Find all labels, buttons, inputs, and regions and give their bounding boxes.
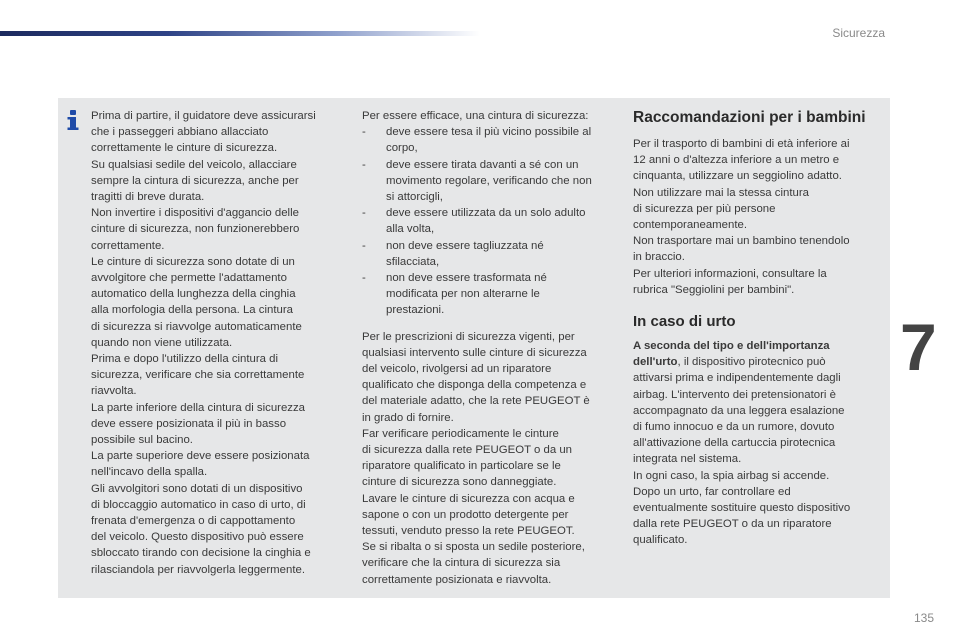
line: qualsiasi intervento sulle cinture di sicurezza xyxy=(362,346,587,359)
line: 12 anni o d'altezza inferiore a un metro e xyxy=(633,154,840,167)
line: avvolgitore che permette l'adattamento xyxy=(91,272,287,285)
line: Lavare le cinture di sicurezza con acqua e xyxy=(362,492,575,505)
line: Su qualsiasi sedile del veicolo, allacciare xyxy=(91,158,297,171)
line: Per le prescrizioni di sicurezza vigenti, per xyxy=(362,330,575,343)
line: di sicurezza si riavvolge automaticamente xyxy=(91,320,302,333)
line: quando non viene utilizzata. xyxy=(91,336,233,349)
info-icon xyxy=(66,109,80,131)
line: eventualmente sostituire questo dispositivo xyxy=(633,502,851,515)
line: Far verificare periodicamente le cinture xyxy=(362,427,559,440)
line: cinture di sicurezza sono danneggiate. xyxy=(362,476,557,489)
line: di sicurezza per più persone xyxy=(633,202,776,215)
page-number: 135 xyxy=(913,611,934,625)
line: nell'incavo della spalla. xyxy=(91,466,208,479)
line: all'attivazione della cartuccia pirotecnica xyxy=(633,437,836,450)
header-accent-bar xyxy=(0,31,480,36)
line: rubrica "Seggiolini per bambini". xyxy=(633,283,795,296)
line: deve essere posizionata il più in basso xyxy=(91,417,287,430)
line: possibile sul bacino. xyxy=(91,434,193,447)
column-3-text xyxy=(633,108,883,549)
line: attivarsi prima e indipendentemente dagli xyxy=(633,372,841,385)
line: sicurezza, verificare che sia correttamente xyxy=(91,369,305,382)
line: sapone o con un prodotto detergente per xyxy=(362,508,569,521)
line: riavvolta. xyxy=(91,385,137,398)
line: Per il trasporto di bambini di età inferiore ai xyxy=(633,138,850,150)
line: Prima e dopo l'utilizzo della cintura di xyxy=(91,353,279,366)
line: sbloccato tirando con decisione la cinghia e xyxy=(91,547,311,560)
list-item: - deve essere utilizzata da un solo adulto alla volta, xyxy=(362,205,617,237)
line: tragitti di breve durata. xyxy=(91,191,205,204)
heading-children: Raccomandazioni per i bambini xyxy=(633,109,866,126)
line: correttamente posizionata e riavvolta. xyxy=(362,573,552,586)
heading-crash: In caso di urto xyxy=(633,313,736,331)
line: contemporaneamente. xyxy=(633,219,747,232)
list-item: - non deve essere trasformata né modificata per non alterarne le prestazioni. xyxy=(362,270,617,319)
column-2-text xyxy=(362,108,617,588)
list-item: - deve essere tirata davanti a sé con un movimento regolare, verificando che non si attorcigli, xyxy=(362,157,617,206)
line: dell'urto, il dispositivo pirotecnico può xyxy=(633,356,826,369)
line: airbag. L'intervento dei pretensionatori è xyxy=(633,388,836,401)
line: cinture di sicurezza, non funzionerebbero xyxy=(91,223,300,236)
line: In ogni caso, la spia airbag si accende. xyxy=(633,469,830,482)
line: Gli avvolgitori sono dotati di un dispositivo xyxy=(91,482,303,495)
list-item: - deve essere tesa il più vicino possibile al corpo, xyxy=(362,124,617,156)
line: del veicolo. Questo dispositivo può essere xyxy=(91,531,304,544)
line: Non utilizzare mai la stessa cintura xyxy=(633,186,809,199)
line: Prima di partire, il guidatore deve assicurarsi xyxy=(91,110,316,122)
line: qualificato che disponga della competenza e xyxy=(362,379,587,392)
line: La parte superiore deve essere posizionata xyxy=(91,450,310,463)
line: correttamente. xyxy=(91,239,165,252)
section-title: Sicurezza xyxy=(832,26,885,40)
line: Dopo un urto, far controllare ed xyxy=(633,485,791,498)
line: Per ulteriori informazioni, consultare la xyxy=(633,267,827,280)
line: correttamente le cinture di sicurezza. xyxy=(91,142,278,155)
chapter-number: 7 xyxy=(900,310,937,384)
line: di sicurezza dalla rete PEUGEOT o da un xyxy=(362,444,572,457)
line: sempre la cintura di sicurezza, anche per xyxy=(91,174,299,187)
line: di fumo innocuo e da un rumore, dovuto xyxy=(633,421,835,434)
line: Se si ribalta o si sposta un sedile posteriore, xyxy=(362,541,585,554)
line: alla morfologia della persona. La cintura xyxy=(91,304,293,317)
line: del veicolo, rivolgersi ad un riparatore xyxy=(362,363,552,376)
line: integrata nel sistema. xyxy=(633,453,742,466)
column-1-text xyxy=(91,108,346,578)
line: che i passeggeri abbiano allacciato xyxy=(91,126,269,139)
line: La parte inferiore della cintura di sicurezza xyxy=(91,401,306,414)
line: rilasciandola per riavvolgerla leggermente. xyxy=(91,563,306,576)
line: tessuti, venduto presso la rete PEUGEOT. xyxy=(362,525,575,538)
line: dalla rete PEUGEOT o da un riparatore xyxy=(633,518,832,531)
line: cinquanta, utilizzare un seggiolino adatto. xyxy=(633,170,842,183)
line: verificare che la cintura di sicurezza sia xyxy=(362,557,561,570)
line: riparatore qualificato in particolare se le xyxy=(362,460,561,473)
line: accompagnato da una leggera esalazione xyxy=(633,404,845,417)
line: Non trasportare mai un bambino tenendolo xyxy=(633,235,850,248)
belt-intro: Per essere efficace, una cintura di sicurezza: xyxy=(362,110,589,122)
line: frenata d'emergenza o di cappottamento xyxy=(91,515,296,528)
line: in grado di fornire. xyxy=(362,411,454,424)
line: in braccio. xyxy=(633,251,685,264)
line: A seconda del tipo e dell'importanza xyxy=(633,340,830,353)
line: di bloccaggio automatico in caso di urto, di xyxy=(91,498,306,511)
line: del materiale adatto, che la rete PEUGEOT è xyxy=(362,395,590,408)
line: Non invertire i dispositivi d'aggancio delle xyxy=(91,207,299,220)
line: Le cinture di sicurezza sono dotate di un xyxy=(91,255,295,268)
list-item: - non deve essere tagliuzzata né sfilacciata, xyxy=(362,238,617,270)
line: automatico della lunghezza della cinghia xyxy=(91,288,296,301)
belt-requirements-list xyxy=(362,124,617,318)
line: qualificato. xyxy=(633,534,688,547)
